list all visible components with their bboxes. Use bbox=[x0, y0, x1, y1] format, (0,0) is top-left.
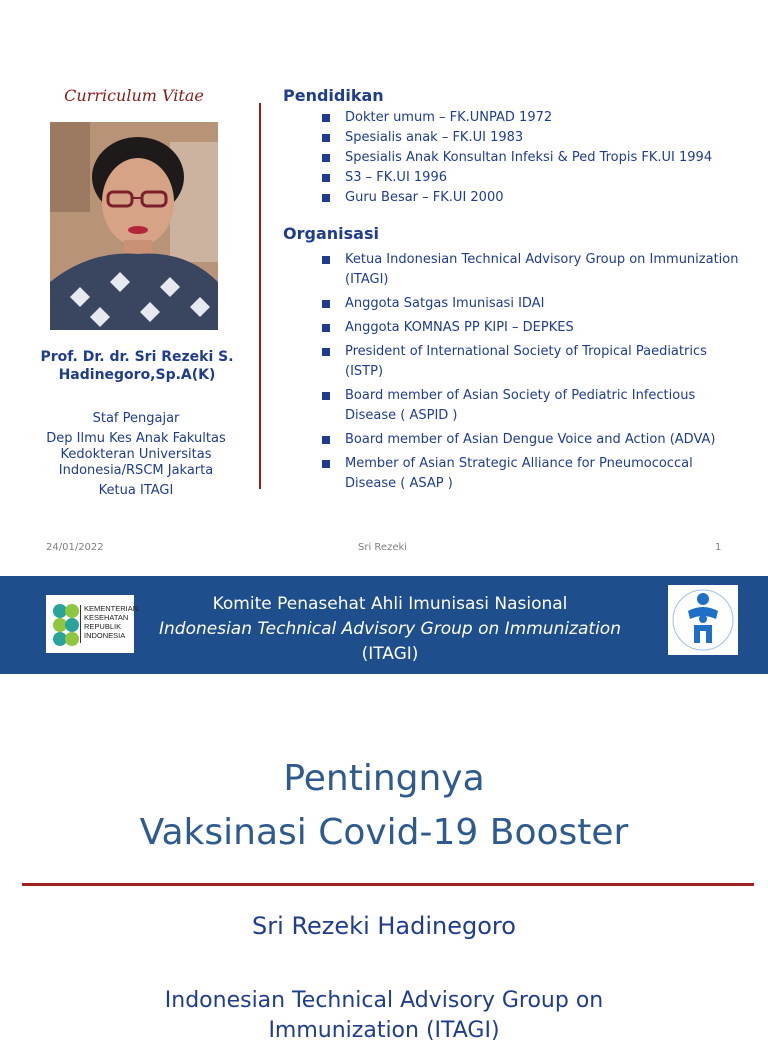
bullet-icon bbox=[322, 324, 330, 332]
list-item: Spesialis Anak Konsultan Infeksi & Ped Tropis FK.UI 1994 bbox=[322, 148, 752, 168]
bullet-icon bbox=[322, 256, 330, 264]
svg-text:REPUBLIK: REPUBLIK bbox=[84, 622, 122, 631]
footer-author: Sri Rezeki bbox=[358, 542, 408, 553]
bullet-icon bbox=[322, 154, 330, 162]
list-item: Spesialis anak – FK.UI 1983 bbox=[322, 128, 752, 148]
bullet-icon bbox=[322, 194, 330, 202]
education-heading: Pendidikan bbox=[283, 86, 384, 105]
itagi-logo bbox=[668, 585, 738, 655]
vertical-divider bbox=[259, 103, 261, 489]
bullet-icon bbox=[322, 300, 330, 308]
list-item: Guru Besar – FK.UI 2000 bbox=[322, 188, 752, 208]
list-item: President of International Society of Tropical Paediatrics (ISTP) bbox=[322, 342, 742, 382]
itagi-banner bbox=[0, 576, 768, 674]
staff-line: Staf Pengajar bbox=[92, 411, 180, 426]
list-item: S3 – FK.UI 1996 bbox=[322, 168, 752, 188]
banner-line-1: Komite Penasehat Ahli Imunisasi Nasional bbox=[212, 594, 568, 614]
list-item: Member of Asian Strategic Alliance for Pneumococcal Disease ( ASAP ) bbox=[322, 454, 742, 494]
svg-text:KESEHATAN: KESEHATAN bbox=[84, 613, 129, 622]
portrait-photo bbox=[50, 122, 218, 330]
list-item: Anggota KOMNAS PP KIPI – DEPKES bbox=[322, 318, 742, 338]
title-divider bbox=[22, 883, 754, 886]
banner-line-3: (ITAGI) bbox=[361, 644, 419, 664]
list-item: Anggota Satgas Imunisasi IDAI bbox=[322, 294, 742, 314]
person-name-line-2: Hadinegoro,Sp.A(K) bbox=[58, 367, 216, 383]
list-item: Board member of Asian Dengue Voice and Action (ADVA) bbox=[322, 430, 742, 450]
staff-line: Dep Ilmu Kes Anak Fakultas bbox=[46, 431, 226, 446]
bullet-icon bbox=[322, 114, 330, 122]
bullet-icon bbox=[322, 436, 330, 444]
staff-info bbox=[26, 411, 246, 499]
footer-page-number: 1 bbox=[715, 542, 722, 553]
organization-name bbox=[0, 986, 768, 1046]
staff-line: Kedokteran Universitas bbox=[60, 447, 212, 462]
title-line-1: Pentingnya bbox=[283, 758, 485, 799]
org-line-1: Indonesian Technical Advisory Group on bbox=[164, 988, 604, 1013]
banner-line-2: Indonesian Technical Advisory Group on Immunization bbox=[159, 619, 621, 639]
person-name-line-1: Prof. Dr. dr. Sri Rezeki S. bbox=[40, 349, 234, 365]
presentation-title bbox=[0, 752, 768, 860]
organization-heading: Organisasi bbox=[283, 224, 379, 243]
staff-line: Indonesia/RSCM Jakarta bbox=[58, 463, 214, 478]
author-name: Sri Rezeki Hadinegoro bbox=[252, 912, 516, 940]
title-line-2: Vaksinasi Covid-19 Booster bbox=[139, 812, 629, 853]
svg-text:KEMENTERIAN: KEMENTERIAN bbox=[84, 604, 139, 613]
person-name bbox=[26, 348, 248, 384]
list-item: Ketua Indonesian Technical Advisory Group on Immunization (ITAGI) bbox=[322, 250, 742, 290]
bullet-icon bbox=[322, 174, 330, 182]
svg-text:INDONESIA: INDONESIA bbox=[84, 631, 126, 640]
list-item: Dokter umum – FK.UNPAD 1972 bbox=[322, 108, 752, 128]
bullet-icon bbox=[322, 460, 330, 468]
org-line-2: Immunization (ITAGI) bbox=[268, 1018, 500, 1043]
education-list bbox=[322, 108, 752, 208]
bullet-icon bbox=[322, 392, 330, 400]
footer-date: 24/01/2022 bbox=[46, 542, 104, 553]
kemenkes-logo bbox=[46, 595, 139, 653]
bullet-icon bbox=[322, 134, 330, 142]
list-item: Board member of Asian Society of Pediatric Infectious Disease ( ASPID ) bbox=[322, 386, 742, 426]
banner-text bbox=[150, 592, 630, 667]
bullet-icon bbox=[322, 348, 330, 356]
staff-line: Ketua ITAGI bbox=[98, 483, 174, 498]
organization-list bbox=[322, 250, 742, 498]
cv-title: Curriculum Vitae bbox=[64, 86, 204, 105]
